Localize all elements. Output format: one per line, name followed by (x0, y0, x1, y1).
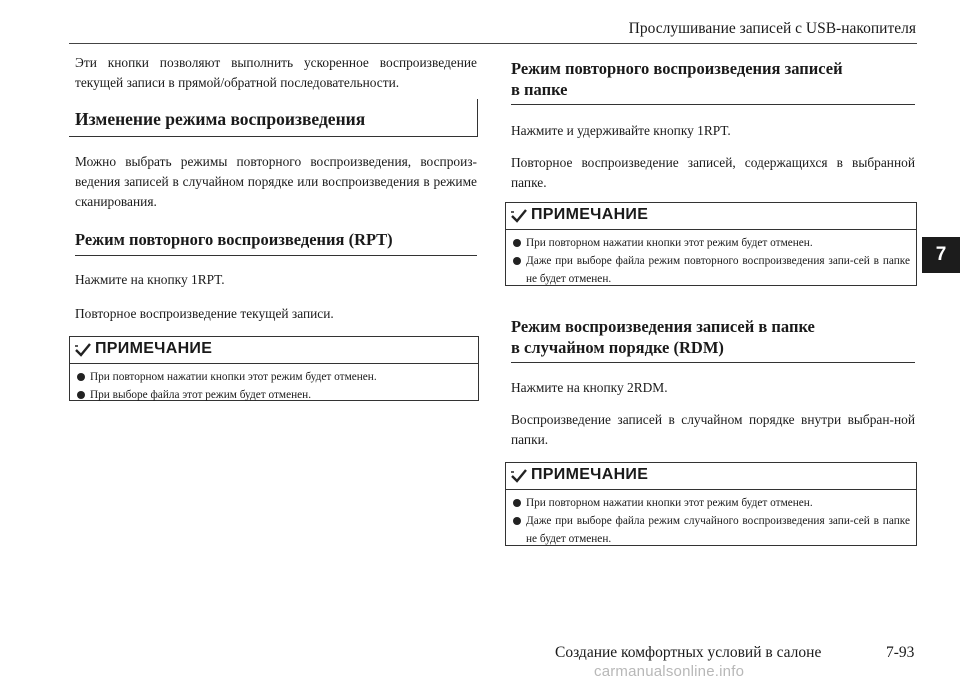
folder-repeat-desc-text: Повторное воспроизведение записей, содержащихся в выбранной папке. (511, 155, 915, 190)
note-item-text: При выборе файла этот режим будет отменен. (90, 389, 312, 401)
note-header (506, 203, 916, 230)
note-box-rpt (69, 336, 479, 401)
section-title-box (69, 99, 478, 137)
folder-repeat-heading-line1: Режим повторного воспроизведения записей (511, 59, 843, 78)
bullet-icon (513, 239, 521, 247)
folder-repeat-press-text: Нажмите и удерживайте кнопку 1RPT. (511, 123, 731, 138)
watermark: carmanualsonline.info (594, 663, 745, 680)
bullet-icon (513, 499, 521, 507)
checkmark-icon (74, 342, 92, 358)
rpt-desc-text: Повторное воспроизведение текущей записи. (75, 306, 334, 321)
note-item (76, 386, 472, 404)
intro-paragraph: Эти кнопки позволяют выполнить ускоренное воспроизведение текущей записи в прямой/обратной последовательности. (75, 55, 477, 90)
rpt-heading: Режим повторного воспроизведения (RPT) (75, 229, 477, 256)
rdm-heading-line2: в случайном порядке (RDM) (511, 338, 724, 357)
note-title: ПРИМЕЧАНИЕ (531, 466, 649, 483)
note-list (506, 230, 916, 294)
rdm-heading-line1: Режим воспроизведения записей в папке (511, 317, 815, 336)
note-item (512, 252, 910, 288)
checkmark-icon (510, 468, 528, 484)
rpt-press-text: Нажмите на кнопку 1RPT. (75, 272, 225, 287)
note-header (70, 337, 478, 364)
footer-chapter-title: Создание комфортных условий в салоне (555, 644, 822, 661)
folder-repeat-heading (511, 58, 915, 105)
running-header: Прослушивание записей с USB-накопителя (628, 20, 916, 37)
bullet-icon (77, 391, 85, 399)
note-item-text: Даже при выборе файла режим случайного воспроизведения запи-сей в папке не будет отменен. (526, 515, 910, 545)
note-item-text: При повторном нажатии кнопки этот режим будет отменен. (526, 497, 813, 509)
note-item (512, 494, 910, 512)
chapter-tab: 7 (922, 237, 960, 273)
note-box-folder-repeat (505, 202, 917, 286)
rdm-heading (511, 316, 915, 363)
rdm-press-text: Нажмите на кнопку 2RDM. (511, 380, 668, 395)
section-paragraph: Можно выбрать режимы повторного воспроизведения, воспроиз-ведения записей в случайном порядке или воспроизведения в режиме сканирования. (75, 154, 477, 209)
note-item-text: Даже при выборе файла режим повторного воспроизведения запи-сей в папке не будет отменен. (526, 255, 910, 285)
bullet-icon (77, 373, 85, 381)
note-item (76, 368, 472, 386)
note-box-rdm (505, 462, 917, 546)
checkmark-icon (510, 208, 528, 224)
header-rule (69, 43, 917, 44)
note-list (70, 364, 478, 410)
bullet-icon (513, 257, 521, 265)
note-list (506, 490, 916, 554)
bullet-icon (513, 517, 521, 525)
note-item (512, 512, 910, 548)
rdm-desc-text: Воспроизведение записей в случайном порядке внутри выбран-ной папки. (511, 412, 915, 447)
page-number: 7-93 (886, 644, 915, 661)
note-item-text: При повторном нажатии кнопки этот режим будет отменен. (90, 371, 377, 383)
note-header (506, 463, 916, 490)
note-title: ПРИМЕЧАНИЕ (531, 206, 649, 223)
section-title: Изменение режима воспроизведения (75, 109, 366, 129)
note-item-text: При повторном нажатии кнопки этот режим будет отменен. (526, 237, 813, 249)
folder-repeat-heading-line2: в папке (511, 80, 568, 99)
note-title: ПРИМЕЧАНИЕ (95, 340, 213, 357)
note-item (512, 234, 910, 252)
